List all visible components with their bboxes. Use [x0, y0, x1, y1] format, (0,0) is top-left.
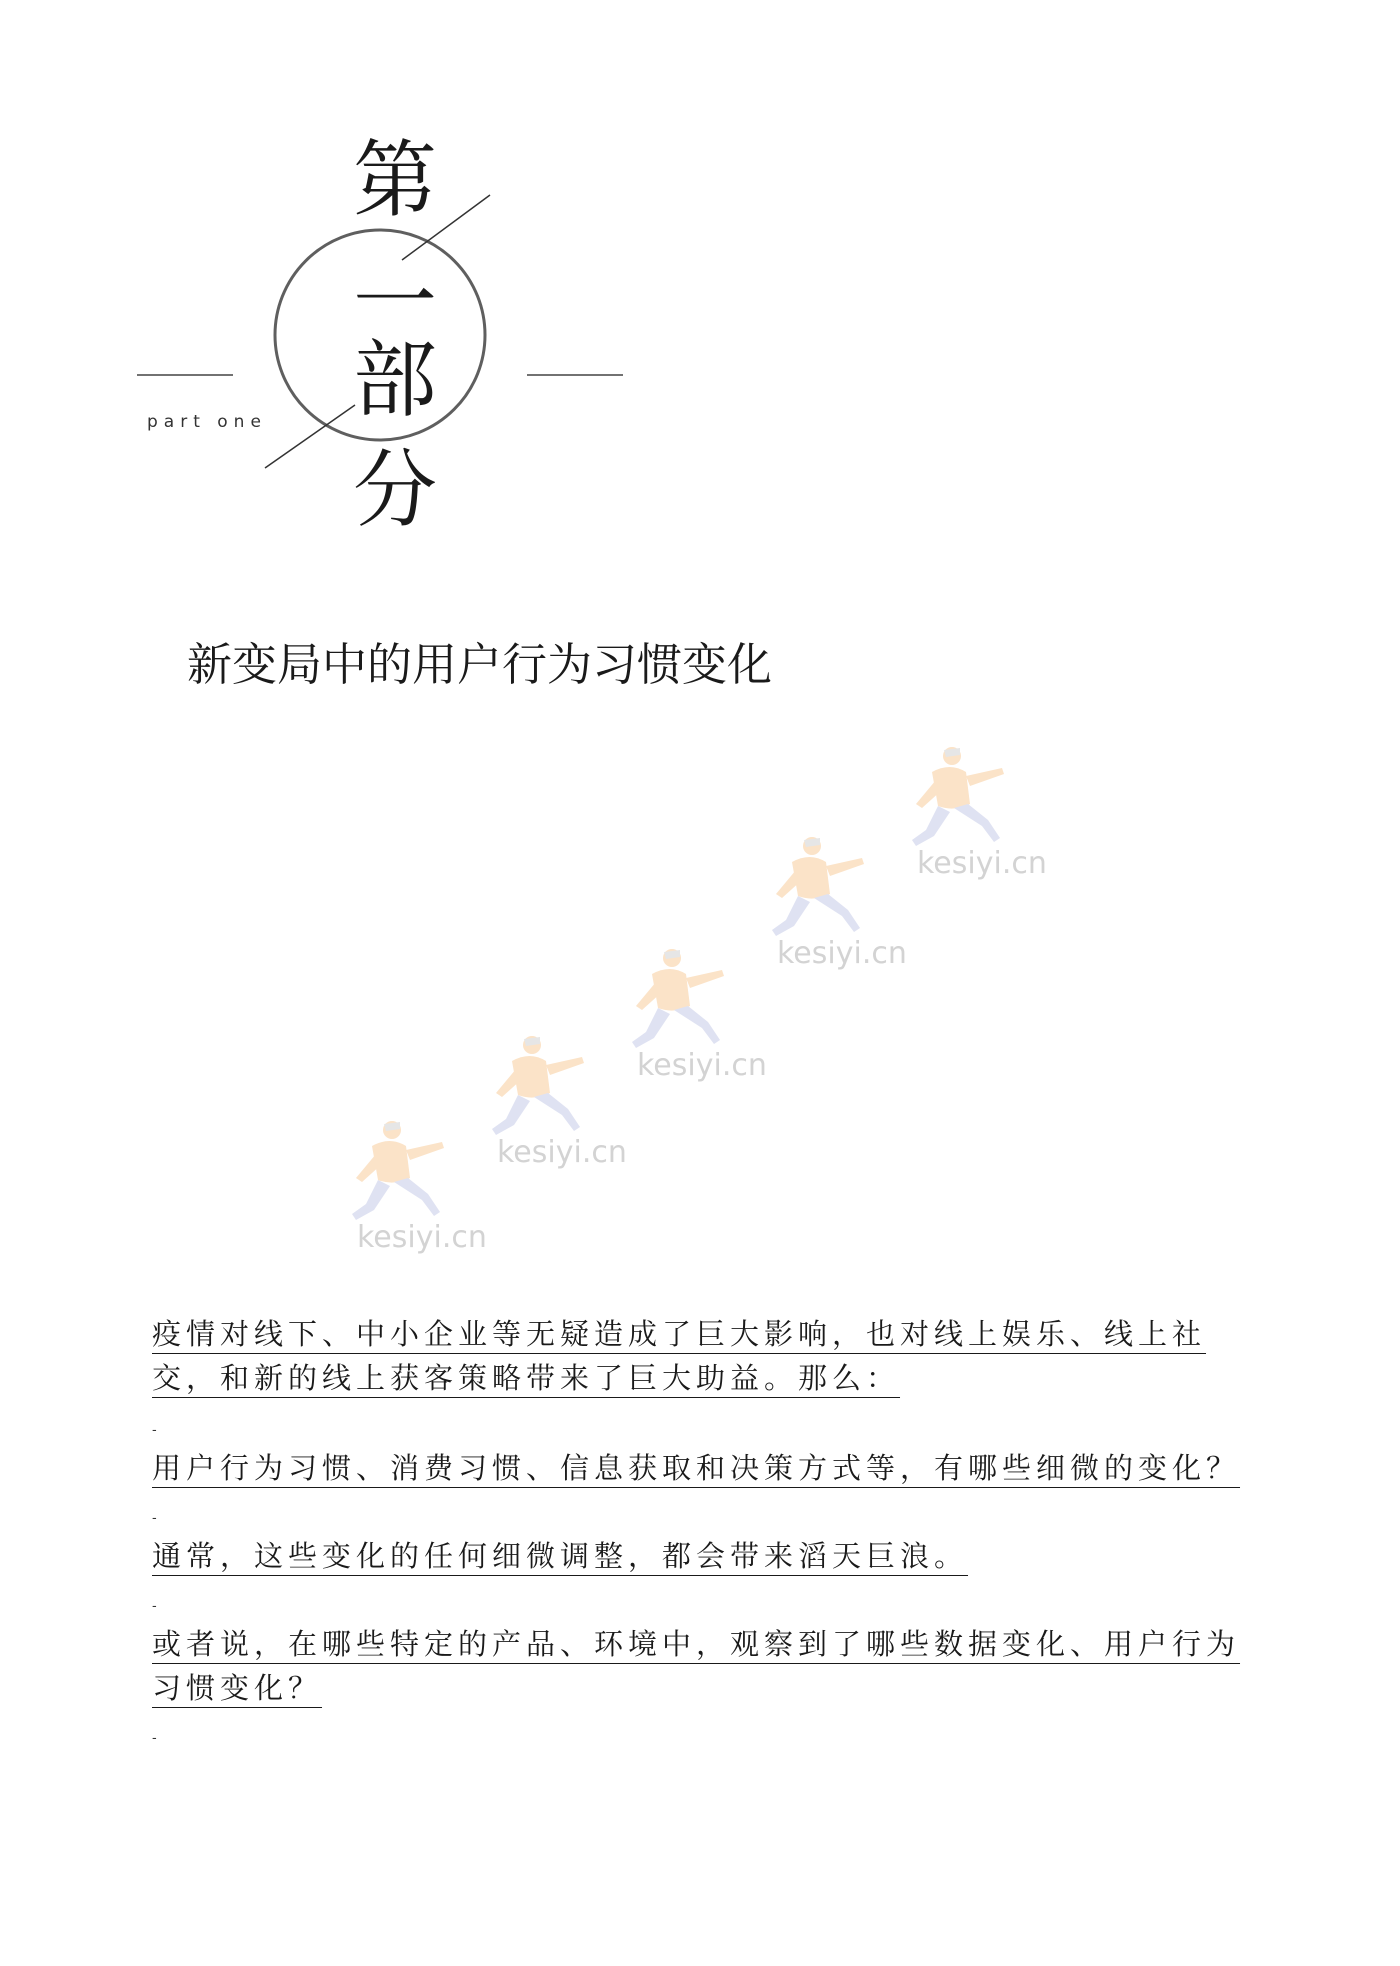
separator-1 [152, 1402, 1262, 1446]
part-label: part one [147, 412, 267, 432]
watermark [350, 700, 1070, 1280]
watermark-text: kesiyi.cn [357, 1220, 487, 1255]
section-subtitle: 新变局中的用户行为习惯变化 [187, 638, 773, 691]
separator-mark: - [152, 1599, 157, 1614]
watermark-figures [350, 700, 1070, 1280]
watermark-text: kesiyi.cn [917, 846, 1047, 881]
section-char-1: 第 [352, 131, 437, 229]
separator-3 [152, 1578, 1262, 1622]
separator-mark: - [152, 1423, 157, 1438]
paragraph-4: 或者说，在哪些特定的产品、环境中，观察到了哪些数据变化、用户行为习惯变化？ [152, 1627, 1241, 1705]
separator-mark: - [152, 1731, 157, 1746]
watermark-text: kesiyi.cn [497, 1135, 627, 1170]
section-char-4: 分 [352, 441, 437, 539]
section-char-2: 一 [352, 253, 437, 351]
watermark-text: kesiyi.cn [637, 1048, 767, 1083]
separator-4 [152, 1710, 1262, 1754]
separator-mark: - [152, 1511, 157, 1526]
section-char-3: 部 [352, 331, 437, 429]
section-mark [130, 130, 650, 550]
paragraph-2: 用户行为习惯、消费习惯、信息获取和决策方式等，有哪些细微的变化？ [152, 1451, 1241, 1485]
paragraph-3: 通常，这些变化的任何细微调整，都会带来滔天巨浪。 [152, 1539, 969, 1573]
watermark-text: kesiyi.cn [777, 936, 907, 971]
body-text [152, 1312, 1262, 1754]
separator-2 [152, 1490, 1262, 1534]
paragraph-1: 疫情对线下、中小企业等无疑造成了巨大影响，也对线上娱乐、线上社交，和新的线上获客策略带来了巨大助益。那么： [152, 1317, 1207, 1395]
